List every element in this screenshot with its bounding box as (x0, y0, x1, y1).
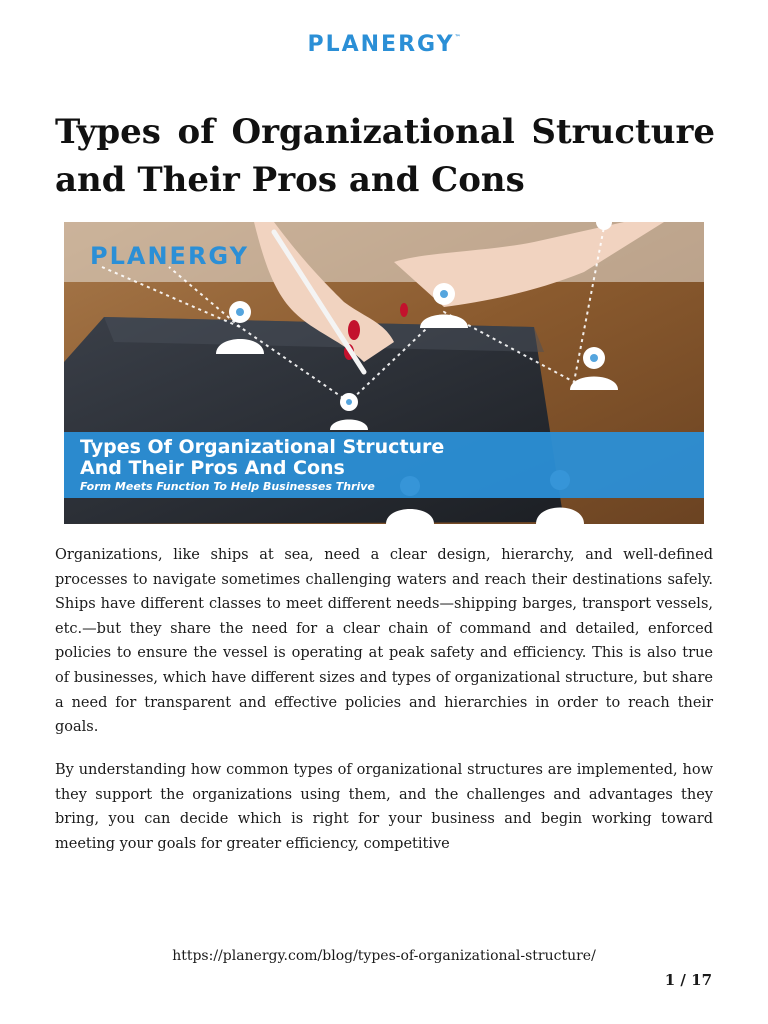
logo-text: PLANERGY (307, 32, 455, 57)
hero-logo: PLANERGY (90, 242, 249, 270)
body-paragraph-2: By understanding how common types of organizational structures are implemented, how they support the organizations using them, and the challenges and advantages they bring, you can decide which is right for your business and begin working toward meeting your goals for greater efficiency, competitive (55, 762, 713, 852)
hero-banner-line-1: Types Of Organizational Structure (80, 436, 445, 458)
source-url-link[interactable]: https://planergy.com/blog/types-of-organizational-structure/ (172, 948, 596, 964)
nail-polish (348, 320, 360, 340)
hero-image (64, 222, 704, 524)
hero-banner-line-2: And Their Pros And Cons (80, 457, 345, 479)
trademark-mark: ™ (454, 34, 461, 41)
page-number: 1 / 17 (664, 971, 712, 989)
hero-banner-tagline: Form Meets Function To Help Businesses Thrive (80, 480, 375, 493)
planergy-logo (0, 32, 768, 57)
page-title: Types of Organizational Structure and Their Pros and Cons (55, 112, 715, 200)
body-paragraph-1: Organizations, like ships at sea, need a clear design, hierarchy, and well-defined processes to navigate sometimes challenging waters and reach their destinations safely. Ships have different classes to meet different needs—shipping barges, transport vessels, etc.—but they share the need for a clear chain of command and detailed, enforced policies to ensure the vessel is operating at peak safety and efficiency. This is also true of businesses, which have different sizes and types of organizational structure, but share a need for transparent and effective policies and hierarchies in order to reach their goals. (55, 547, 713, 736)
hero-banner (64, 432, 704, 498)
